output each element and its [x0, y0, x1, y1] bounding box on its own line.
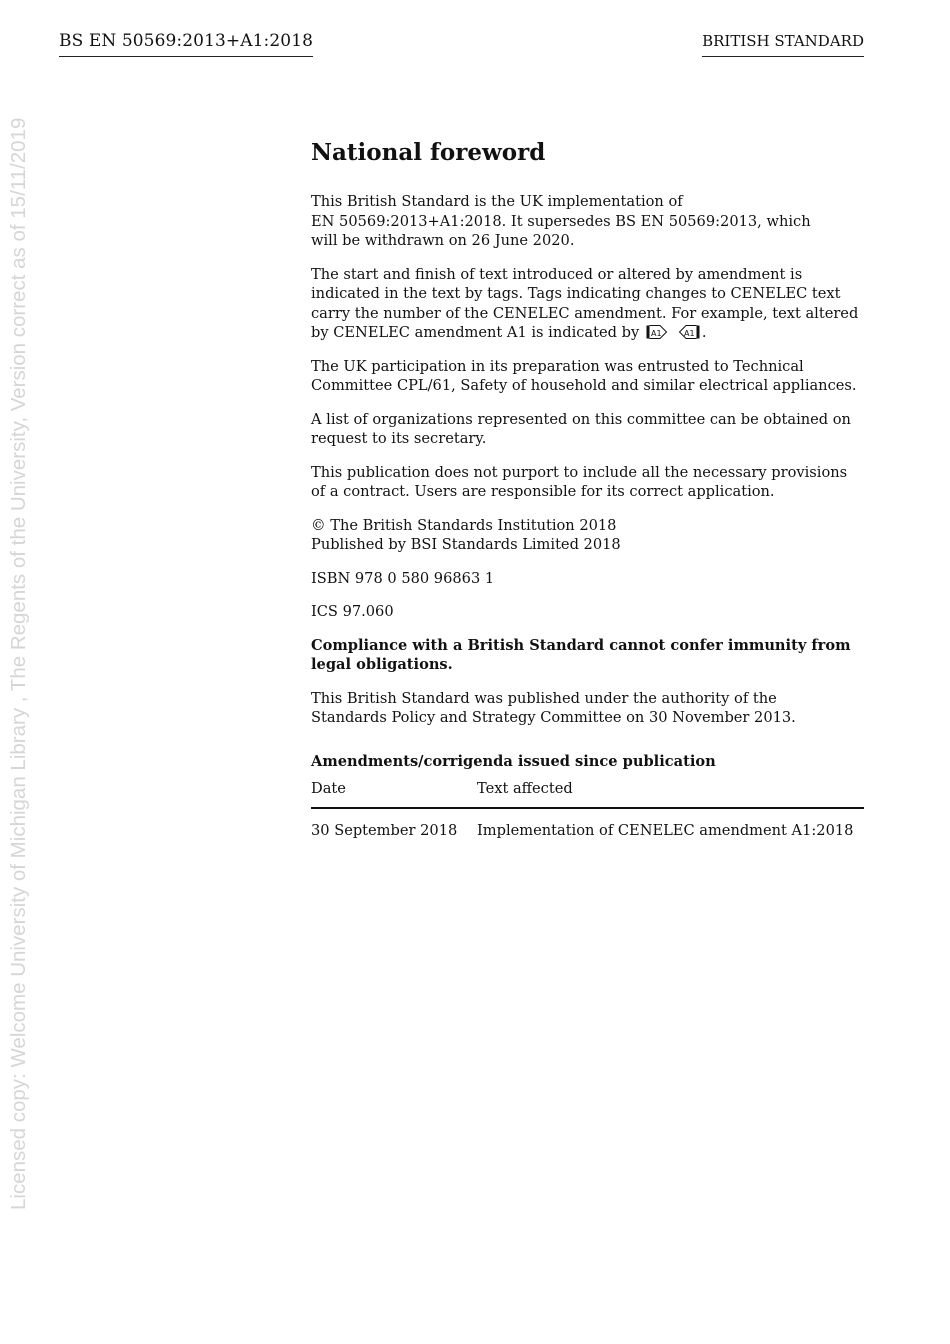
close-tag-label: A1 [683, 329, 695, 338]
implementation-paragraph [311, 192, 864, 251]
committee-paragraph: The UK participation in its preparation was entrusted to Technical Committee CPL/61, Safety of household and similar electrical appliances. [311, 357, 857, 394]
license-watermark: Licensed copy: Welcome University of Michigan Library , The Regents of the University, Version correct as of 15/11/2019 [7, 117, 30, 1210]
copyright-line: © The British Standards Institution 2018 [311, 516, 617, 534]
amendment-open-tag-icon [646, 325, 668, 339]
table-row [311, 808, 864, 841]
amendments-header-row [311, 779, 864, 808]
authority-line-1: This British Standard was published under the authority of the [311, 689, 777, 707]
authority-paragraph [311, 689, 864, 728]
isbn-text: ISBN 978 0 580 96863 1 [311, 569, 495, 587]
amendments-table [311, 779, 864, 840]
amendment-tags-text: The start and finish of text introduced or altered by amendment is indicated in the text by tags. Tags indicating changes to CENELEC text carry the number of the CENELEC amendment. For example, text altered by CENELEC amendment A1 is indicated by [311, 265, 859, 341]
provisions-paragraph: This publication does not purport to include all the necessary provisions of a contract. Users are responsible for its correct application. [311, 463, 848, 500]
open-tag-label: A1 [650, 329, 662, 338]
amendment-text-cell: Implementation of CENELEC amendment A1:2018 [477, 821, 854, 839]
amendment-date-cell: 30 September 2018 [311, 821, 458, 839]
copyright-paragraph [311, 516, 864, 555]
authority-line-2: Standards Policy and Strategy Committee on 30 November 2013. [311, 709, 796, 726]
page-title: National foreword [311, 139, 546, 166]
ics-text: ICS 97.060 [311, 603, 394, 620]
amendment-close-tag-icon [678, 325, 700, 339]
series-header: BRITISH STANDARD [702, 32, 864, 57]
publisher-line: Published by BSI Standards Limited 2018 [311, 536, 621, 553]
amendments-title: Amendments/corrigenda issued since publication [311, 752, 716, 770]
compliance-notice: Compliance with a British Standard cannot confer immunity from legal obligations. [311, 636, 851, 673]
document-id-header: BS EN 50569:2013+A1:2018 [59, 31, 313, 57]
organizations-paragraph: A list of organizations represented on this committee can be obtained on request to its secretary. [311, 410, 851, 447]
column-header-text-affected: Text affected [477, 779, 864, 808]
foreword-content [311, 138, 864, 840]
amendment-tags-paragraph [311, 265, 864, 343]
implementation-line-3: will be withdrawn on 26 June 2020. [311, 232, 575, 249]
implementation-line-1: This British Standard is the UK implementation of [311, 193, 683, 210]
column-header-date: Date [311, 779, 477, 808]
implementation-line-2: EN 50569:2013+A1:2018. It supersedes BS EN 50569:2013, which [311, 212, 811, 230]
amendment-tags-end: . [701, 324, 707, 341]
